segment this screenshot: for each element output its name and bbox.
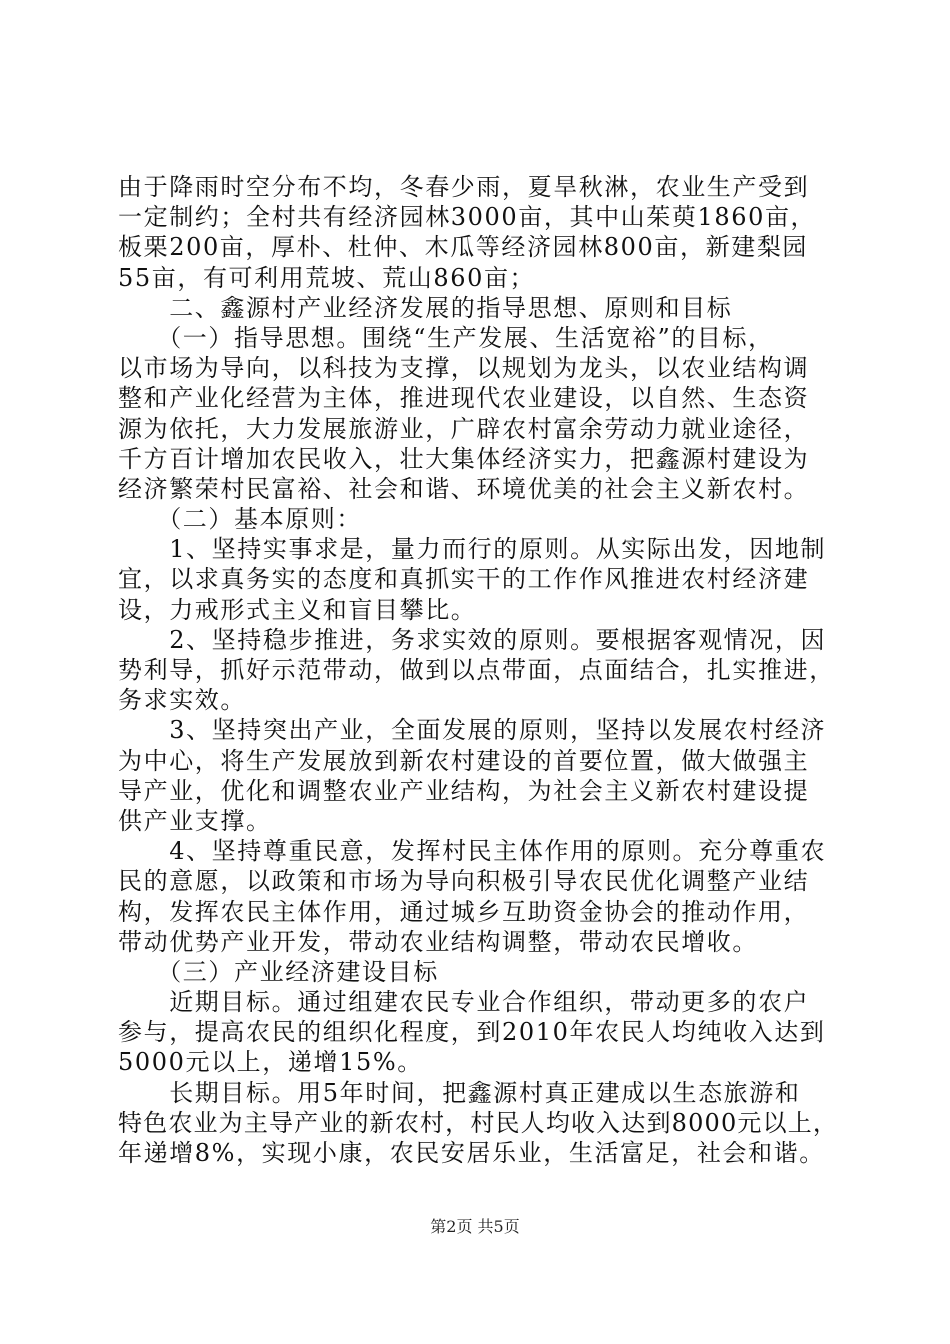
- subsection-heading: （三）产业经济建设目标: [118, 957, 439, 986]
- text-line: 特色农业为主导产业的新农村，村民人均收入达到8000元以上，: [118, 1108, 839, 1137]
- text-line: 以市场为导向，以科技为支撑，以规划为龙头，以农业结构调: [118, 354, 810, 383]
- text-line: 2、坚持稳步推进，务求实效的原则。要根据客观情况，因: [118, 625, 827, 654]
- text-line: 势利导，抓好示范带动，做到以点带面，点面结合，扎实推进，: [118, 656, 835, 684]
- text-line: 近期目标。通过组建农民专业合作组织，带动更多的农户: [118, 988, 810, 1017]
- text-line: 5000元以上，递增15%。: [118, 1048, 423, 1077]
- text-line: 年递增8%，实现小康，农民安居乐业，生活富足，社会和谐。: [118, 1139, 825, 1167]
- text-line: 由于降雨时空分布不均，冬春少雨，夏旱秋淋，农业生产受到: [118, 173, 810, 201]
- text-line: 导产业，优化和调整农业产业结构，为社会主义新农村建设提: [118, 776, 810, 805]
- text-line: 设，力戒形式主义和盲目攀比。: [118, 595, 477, 624]
- text-line: 务求实效。: [118, 686, 246, 715]
- text-line: 55亩，有可利用荒坡、荒山860亩；: [118, 263, 536, 292]
- text-line: 整和产业化经营为主体，推进现代农业建设，以自然、生态资: [118, 384, 810, 413]
- text-line: 板栗200亩，厚朴、杜仲、木瓜等经济园林800亩，新建梨园: [118, 233, 809, 262]
- text-line: 1、坚持实事求是，量力而行的原则。从实际出发，因地制: [118, 535, 827, 564]
- text-line: 带动优势产业开发，带动农业结构调整，带动农民增收。: [118, 927, 758, 956]
- text-line: 参与，提高农民的组织化程度，到2010年农民人均纯收入达到: [118, 1018, 826, 1047]
- text-line: 一定制约；全村共有经济园林3000亩，其中山茱萸1860亩，: [118, 203, 817, 232]
- text-line: 千方百计增加农民收入，壮大集体经济实力，把鑫源村建设为: [118, 444, 810, 473]
- text-line: 4、坚持尊重民意，发挥村民主体作用的原则。充分尊重农: [118, 837, 827, 866]
- text-line: 长期目标。用5年时间，把鑫源村真正建成以生态旅游和: [118, 1078, 801, 1107]
- text-line: 构，发挥农民主体作用，通过城乡互助资金协会的推动作用，: [118, 897, 810, 926]
- text-line: 经济繁荣村民富裕、社会和谐、环境优美的社会主义新农村。: [118, 474, 810, 503]
- text-line: 源为依托，大力发展旅游业，广辟农村富余劳动力就业途径，: [118, 414, 810, 443]
- text-line: 为中心，将生产发展放到新农村建设的首要位置，做大做强主: [118, 746, 810, 775]
- text-line: 供产业支撑。: [118, 806, 272, 835]
- text-line: 3、坚持突出产业，全面发展的原则，坚持以发展农村经济: [118, 716, 827, 745]
- text-line: （一）指导思想。围绕“生产发展、生活宽裕”的目标，: [118, 323, 774, 352]
- section-heading: 二、鑫源村产业经济发展的指导思想、原则和目标: [118, 293, 733, 322]
- text-line: 民的意愿，以政策和市场为导向积极引导农民优化调整产业结: [118, 867, 810, 896]
- subsection-heading: （二）基本原则：: [118, 505, 362, 534]
- text-line: 宜，以求真务实的态度和真抓实干的工作作风推进农村经济建: [118, 565, 810, 594]
- document-body: [118, 172, 838, 1168]
- page-number-footer: 第2页 共5页: [430, 1217, 520, 1236]
